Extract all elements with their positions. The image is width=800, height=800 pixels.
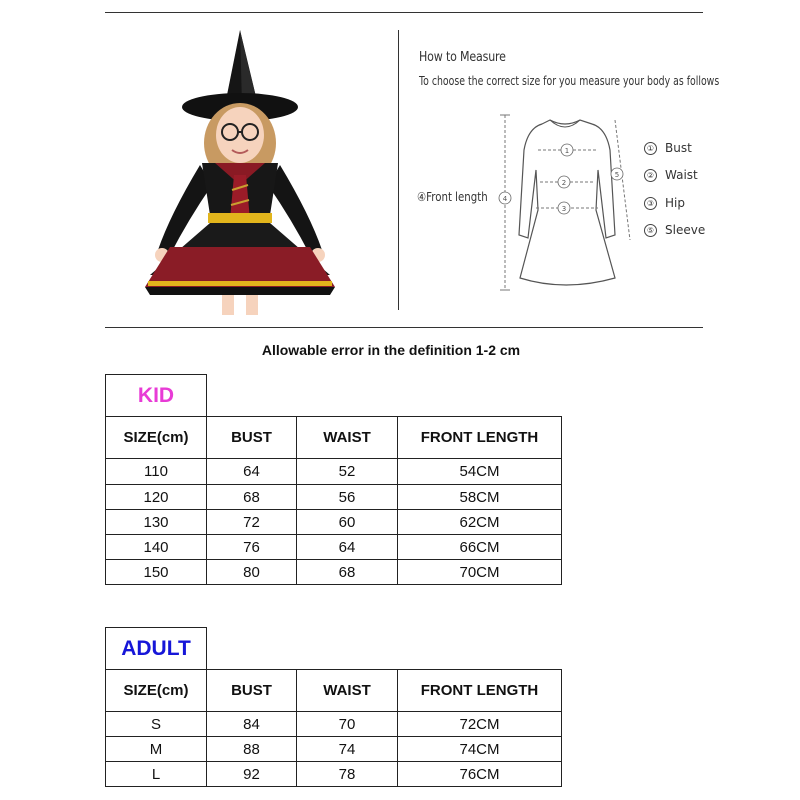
legend-waist xyxy=(644,168,698,182)
legend-number: ② xyxy=(644,169,657,182)
cell: 64 xyxy=(297,535,398,560)
svg-text:3: 3 xyxy=(561,205,567,213)
legend-number: ① xyxy=(644,142,657,155)
middle-divider xyxy=(105,327,703,328)
table-header-row xyxy=(106,417,562,459)
adult-title: ADULT xyxy=(106,628,207,670)
cell: M xyxy=(106,737,207,762)
header-front-length: FRONT LENGTH xyxy=(398,670,562,712)
cell: 64 xyxy=(207,459,297,485)
top-divider xyxy=(105,12,703,13)
cell: 74 xyxy=(297,737,398,762)
svg-text:1: 1 xyxy=(564,147,570,155)
cell: 80 xyxy=(207,560,297,585)
table-row xyxy=(106,510,562,535)
legend-label: Sleeve xyxy=(665,223,706,237)
svg-text:2: 2 xyxy=(561,179,567,187)
cell: 150 xyxy=(106,560,207,585)
table-row xyxy=(106,485,562,510)
table-header-row xyxy=(106,670,562,712)
legend-sleeve xyxy=(644,223,705,237)
svg-text:5: 5 xyxy=(614,171,620,179)
cell: 92 xyxy=(207,762,297,787)
legend-label: Bust xyxy=(665,141,692,155)
cell: 68 xyxy=(297,560,398,585)
header-size: SIZE(cm) xyxy=(106,670,207,712)
legend-bust xyxy=(644,141,692,155)
cell: 68 xyxy=(207,485,297,510)
cell: 72 xyxy=(207,510,297,535)
kid-size-table xyxy=(105,374,562,585)
vertical-divider xyxy=(398,30,399,310)
cell: 120 xyxy=(106,485,207,510)
legend-label: Hip xyxy=(665,196,685,210)
cell: 130 xyxy=(106,510,207,535)
cell: 54CM xyxy=(398,459,562,485)
legend-number: ⑤ xyxy=(644,224,657,237)
front-length-label: ④Front length xyxy=(417,190,488,204)
cell: 72CM xyxy=(398,712,562,737)
legend-hip xyxy=(644,196,685,210)
table-row xyxy=(106,535,562,560)
cell: 70 xyxy=(297,712,398,737)
cell: 76CM xyxy=(398,762,562,787)
cell: 88 xyxy=(207,737,297,762)
empty-cell xyxy=(207,628,562,670)
header-waist: WAIST xyxy=(297,670,398,712)
measure-title: How to Measure xyxy=(419,50,506,65)
kid-title: KID xyxy=(106,375,207,417)
header-bust: BUST xyxy=(207,670,297,712)
cell: 110 xyxy=(106,459,207,485)
cell: 76 xyxy=(207,535,297,560)
cell: 70CM xyxy=(398,560,562,585)
header-front-length: FRONT LENGTH xyxy=(398,417,562,459)
cell: S xyxy=(106,712,207,737)
cell: 84 xyxy=(207,712,297,737)
table-row xyxy=(106,459,562,485)
allowable-error-note xyxy=(0,342,760,358)
adult-size-table xyxy=(105,627,562,787)
legend-label: Waist xyxy=(665,168,698,182)
header-size: SIZE(cm) xyxy=(106,417,207,459)
cell: 60 xyxy=(297,510,398,535)
cell: 66CM xyxy=(398,535,562,560)
cell: 52 xyxy=(297,459,398,485)
cell: 78 xyxy=(297,762,398,787)
allowable-error-text: Allowable error in the definition 1-2 cm xyxy=(261,342,521,358)
svg-text:4: 4 xyxy=(502,195,508,203)
table-row xyxy=(106,560,562,585)
cell: 140 xyxy=(106,535,207,560)
legend-number: ③ xyxy=(644,197,657,210)
table-row xyxy=(106,712,562,737)
header-waist: WAIST xyxy=(297,417,398,459)
cell: 56 xyxy=(297,485,398,510)
product-photo xyxy=(130,25,350,315)
empty-cell xyxy=(207,375,562,417)
cell: 74CM xyxy=(398,737,562,762)
table-row xyxy=(106,737,562,762)
measure-subtitle: To choose the correct size for you measure your body as follows xyxy=(419,74,720,88)
cell: L xyxy=(106,762,207,787)
header-bust: BUST xyxy=(207,417,297,459)
cell: 58CM xyxy=(398,485,562,510)
table-row xyxy=(106,762,562,787)
cell: 62CM xyxy=(398,510,562,535)
